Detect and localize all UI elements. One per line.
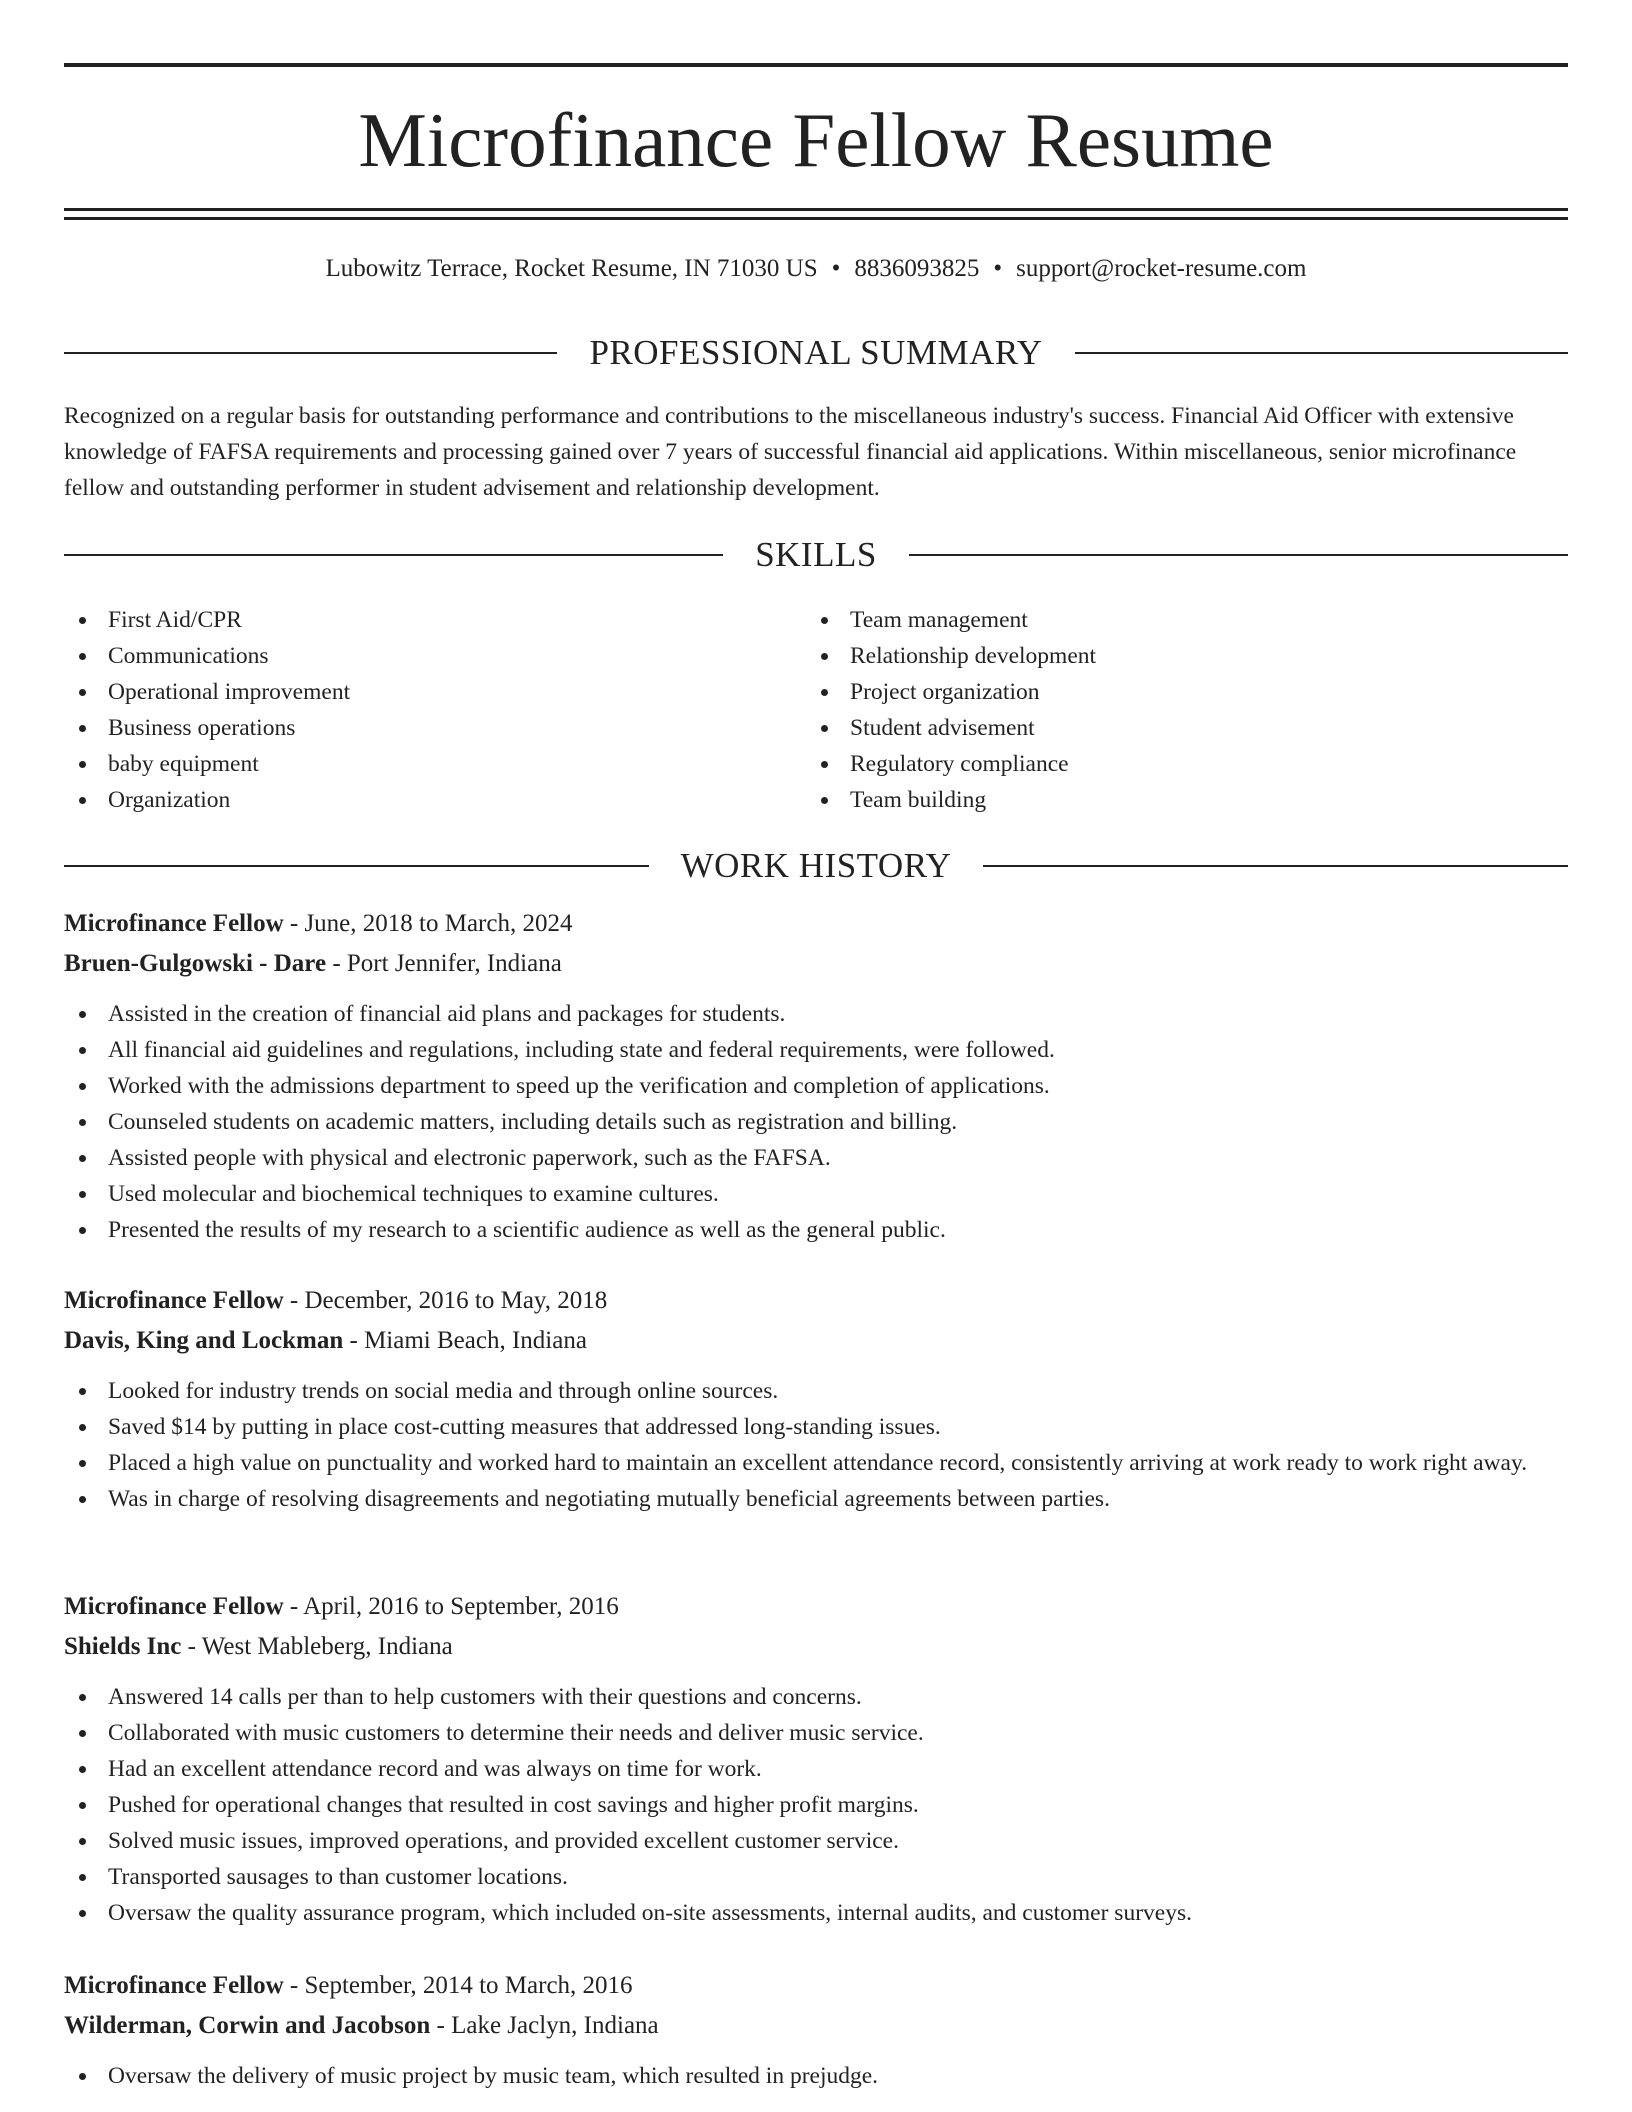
section-title: SKILLS xyxy=(755,535,877,574)
job-dates: - June, 2018 to March, 2024 xyxy=(283,910,573,937)
divider xyxy=(64,554,723,556)
job-bullet: Used molecular and biochemical techniques to examine cultures. xyxy=(64,1176,1568,1212)
job-title: Microfinance Fellow xyxy=(64,1593,284,1620)
job-dates: - September, 2014 to March, 2016 xyxy=(283,1972,633,1999)
job-company: Davis, King and Lockman xyxy=(64,1327,344,1354)
job-title-line xyxy=(64,1587,1568,1627)
title-rule-lower xyxy=(64,217,1568,220)
job-bullets xyxy=(64,996,1568,1248)
job-bullet: All financial aid guidelines and regulations, including state and federal requirements, were followed. xyxy=(64,1032,1568,1068)
job-bullets xyxy=(64,1373,1568,1517)
contact-email: support@rocket-resume.com xyxy=(1016,255,1307,282)
skill-item: Team building xyxy=(806,782,1566,818)
skill-item: baby equipment xyxy=(64,746,804,782)
job-location: - Miami Beach, Indiana xyxy=(343,1327,587,1354)
title-rule-upper xyxy=(64,208,1568,211)
skills-list-right xyxy=(806,602,1566,818)
job-company: Shields Inc xyxy=(64,1633,182,1660)
summary-text: Recognized on a regular basis for outstanding performance and contributions to the miscellaneous industry's success. Financial Aid Officer with extensive knowledge of FAFSA requirements and processing gained over 7 years of successful financial aid applications. Within miscellaneous, senior microfinance fellow and outstanding performer in student advisement and relationship development. xyxy=(64,403,1517,501)
job-bullet: Oversaw the delivery of music project by music team, which resulted in prejudge. xyxy=(64,2058,1568,2094)
skills-list-left xyxy=(64,602,804,818)
section-title: WORK HISTORY xyxy=(680,846,952,885)
job-entry xyxy=(64,1281,1568,1517)
skill-item: Student advisement xyxy=(806,710,1566,746)
job-title-line xyxy=(64,904,1568,944)
job-entry xyxy=(64,904,1568,1248)
job-bullet: Assisted in the creation of financial aid plans and packages for students. xyxy=(64,996,1568,1032)
job-bullet: Worked with the admissions department to speed up the verification and completion of applications. xyxy=(64,1068,1568,1104)
top-rule xyxy=(64,63,1568,67)
job-location: - West Mableberg, Indiana xyxy=(181,1633,453,1660)
job-bullet: Had an excellent attendance record and was always on time for work. xyxy=(64,1751,1568,1787)
skill-item: First Aid/CPR xyxy=(64,602,804,638)
skill-item: Team management xyxy=(806,602,1566,638)
job-bullet: Presented the results of my research to a scientific audience as well as the general public. xyxy=(64,1212,1568,1248)
skill-item: Communications xyxy=(64,638,804,674)
skill-item: Organization xyxy=(64,782,804,818)
job-bullet: Solved music issues, improved operations, and provided excellent customer service. xyxy=(64,1823,1568,1859)
job-entry xyxy=(64,1966,1568,2094)
job-title-line xyxy=(64,1281,1568,1321)
contact-separator: • xyxy=(831,255,841,282)
work-heading xyxy=(64,844,1568,888)
job-bullet: Answered 14 calls per than to help customers with their questions and concerns. xyxy=(64,1679,1568,1715)
skill-item: Relationship development xyxy=(806,638,1566,674)
contact-phone: 8836093825 xyxy=(854,255,980,282)
job-company-line xyxy=(64,2006,1568,2046)
job-dates: - April, 2016 to September, 2016 xyxy=(283,1593,619,1620)
job-bullet: Was in charge of resolving disagreements and negotiating mutually beneficial agreements between parties. xyxy=(64,1481,1568,1517)
job-bullet: Assisted people with physical and electronic paperwork, such as the FAFSA. xyxy=(64,1140,1568,1176)
job-entry xyxy=(64,1587,1568,1931)
divider xyxy=(64,865,649,867)
job-location: - Port Jennifer, Indiana xyxy=(326,950,562,977)
divider xyxy=(983,865,1568,867)
job-title: Microfinance Fellow xyxy=(64,910,284,937)
job-title: Microfinance Fellow xyxy=(64,1287,284,1314)
job-company: Wilderman, Corwin and Jacobson xyxy=(64,2012,431,2039)
job-bullet: Oversaw the quality assurance program, which included on-site assessments, internal audits, and customer surveys. xyxy=(64,1895,1568,1931)
job-bullet: Transported sausages to than customer locations. xyxy=(64,1859,1568,1895)
divider xyxy=(909,554,1568,556)
job-company: Bruen-Gulgowski - Dare xyxy=(64,950,327,977)
job-bullet: Placed a high value on punctuality and worked hard to maintain an excellent attendance record, consistently arriving at work ready to work right away. xyxy=(64,1445,1568,1481)
divider xyxy=(1075,352,1568,354)
job-bullets xyxy=(64,1679,1568,1931)
summary-heading xyxy=(64,331,1568,375)
section-title: PROFESSIONAL SUMMARY xyxy=(589,333,1043,372)
job-bullet: Saved $14 by putting in place cost-cutting measures that addressed long-standing issues. xyxy=(64,1409,1568,1445)
job-bullets xyxy=(64,2058,1568,2094)
skill-item: Business operations xyxy=(64,710,804,746)
job-company-line xyxy=(64,944,1568,984)
job-bullet: Pushed for operational changes that resulted in cost savings and higher profit margins. xyxy=(64,1787,1568,1823)
job-company-line xyxy=(64,1321,1568,1361)
contact-address: Lubowitz Terrace, Rocket Resume, IN 71030 US xyxy=(325,255,818,282)
skill-item: Regulatory compliance xyxy=(806,746,1566,782)
resume-title: Microfinance Fellow Resume xyxy=(358,97,1274,183)
job-bullet: Looked for industry trends on social media and through online sources. xyxy=(64,1373,1568,1409)
job-bullet: Collaborated with music customers to determine their needs and deliver music service. xyxy=(64,1715,1568,1751)
skill-item: Operational improvement xyxy=(64,674,804,710)
job-bullet: Counseled students on academic matters, including details such as registration and billing. xyxy=(64,1104,1568,1140)
contact-separator: • xyxy=(993,255,1003,282)
job-company-line xyxy=(64,1627,1568,1667)
contact-line xyxy=(64,252,1568,286)
job-title-line xyxy=(64,1966,1568,2006)
skill-item: Project organization xyxy=(806,674,1566,710)
skills-heading xyxy=(64,533,1568,577)
job-title: Microfinance Fellow xyxy=(64,1972,284,1999)
job-dates: - December, 2016 to May, 2018 xyxy=(283,1287,608,1314)
job-location: - Lake Jaclyn, Indiana xyxy=(430,2012,659,2039)
divider xyxy=(64,352,557,354)
